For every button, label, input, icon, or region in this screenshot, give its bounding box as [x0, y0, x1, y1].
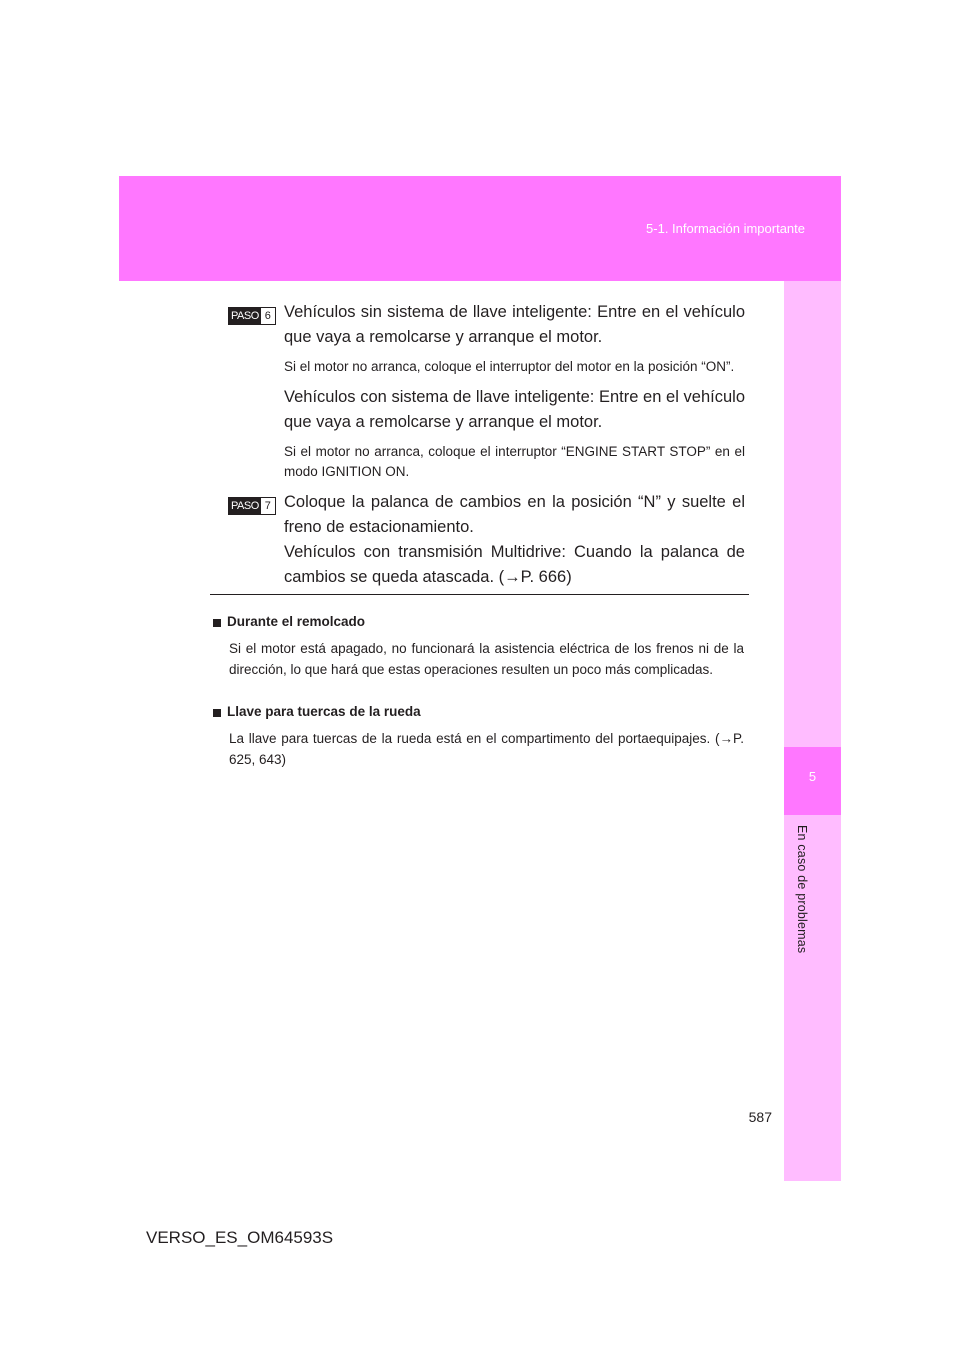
step-badge: [228, 497, 276, 515]
note-llave-tuercas: [213, 702, 744, 770]
note-text: La llave para tuercas de la rueda está en el compartimento del portaequipajes. (→P. 625, 643): [229, 731, 744, 767]
step-instruction: Vehículos con transmisión Multidrive: Cuando la palanca de cambios se queda atascada. (→P. 666): [284, 543, 745, 586]
page-number: 587: [748, 1109, 772, 1125]
chapter-number: 5: [808, 769, 817, 784]
step-instruction: Coloque la palanca de cambios en la posición “N” y suelte el freno de estacionamiento.: [284, 493, 745, 536]
step-instruction: Vehículos con sistema de llave inteligente: Entre en el vehículo que vaya a remolcarse y arranque el motor.: [284, 388, 745, 431]
chapter-number-box: [784, 747, 841, 815]
note-text: Si el motor está apagado, no funcionará la asistencia eléctrica de los frenos ni de la dirección, lo que hará que estas operaciones resulten un poco más complicadas.: [229, 641, 744, 677]
step-7: [228, 490, 745, 590]
step-note: Si el motor no arranca, coloque el interruptor del motor en la posición “ON”.: [284, 359, 735, 374]
step-instruction: Vehículos sin sistema de llave inteligente: Entre en el vehículo que vaya a remolcarse y arranque el motor.: [284, 303, 745, 346]
note-heading: Durante el remolcado: [227, 614, 366, 629]
note-heading: Llave para tuercas de la rueda: [227, 704, 421, 719]
section-title: 5-1. Información importante: [646, 221, 805, 236]
chapter-title: En caso de problemas: [795, 825, 809, 954]
step-body: [284, 490, 745, 590]
section-divider: [210, 594, 749, 595]
step-badge-number: 7: [261, 498, 275, 514]
step-6: [228, 300, 745, 490]
square-bullet-icon: [213, 619, 221, 627]
note-durante-remolcado: [213, 612, 744, 680]
document-code: VERSO_ES_OM64593S: [146, 1228, 334, 1247]
chapter-side-tab: [784, 281, 841, 1181]
step-note: Si el motor no arranca, coloque el interruptor “ENGINE START STOP” en el modo IGNITION ON.: [284, 444, 745, 479]
step-badge-number: 6: [261, 308, 275, 324]
header-band: [119, 176, 841, 281]
step-badge: [228, 307, 276, 325]
square-bullet-icon: [213, 709, 221, 717]
step-badge-word: PASO: [231, 310, 259, 322]
step-badge-word: PASO: [231, 500, 259, 512]
step-body: [284, 300, 745, 482]
